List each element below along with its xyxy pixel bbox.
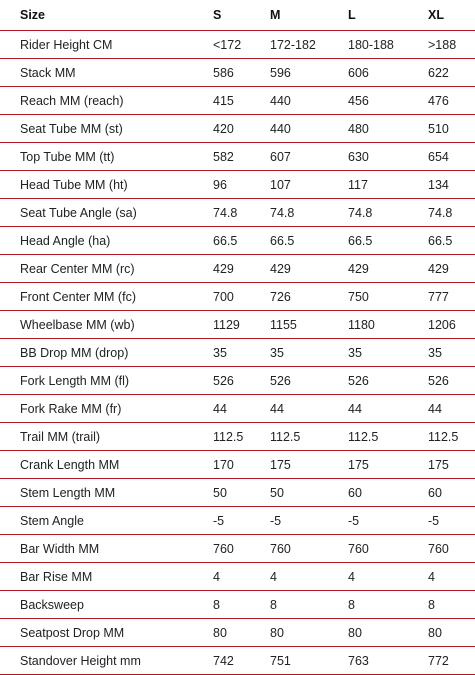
row-label: Backsweep <box>0 591 213 619</box>
table-cell: 582 <box>213 143 270 171</box>
row-label: Top Tube MM (tt) <box>0 143 213 171</box>
row-label: Stem Length MM <box>0 479 213 507</box>
header-size: Size <box>0 0 213 31</box>
table-cell: 80 <box>428 619 475 647</box>
table-row <box>0 535 475 563</box>
table-row <box>0 59 475 87</box>
table-row <box>0 339 475 367</box>
table-row <box>0 311 475 339</box>
row-label: Front Center MM (fc) <box>0 283 213 311</box>
table-row <box>0 619 475 647</box>
table-row <box>0 507 475 535</box>
table-cell: 420 <box>213 115 270 143</box>
row-label: Reach MM (reach) <box>0 87 213 115</box>
table-cell: -5 <box>213 507 270 535</box>
table-cell: 630 <box>348 143 428 171</box>
table-cell: 596 <box>270 59 348 87</box>
table-cell: 429 <box>428 255 475 283</box>
table-cell: 760 <box>348 535 428 563</box>
table-cell: 751 <box>270 647 348 675</box>
header-s: S <box>213 0 270 31</box>
table-cell: 586 <box>213 59 270 87</box>
table-cell: 526 <box>348 367 428 395</box>
table-cell: 510 <box>428 115 475 143</box>
table-row <box>0 591 475 619</box>
table-cell: 622 <box>428 59 475 87</box>
row-label: Stack MM <box>0 59 213 87</box>
table-cell: 4 <box>270 563 348 591</box>
table-cell: 107 <box>270 171 348 199</box>
table-cell: 80 <box>270 619 348 647</box>
table-row <box>0 563 475 591</box>
table-cell: 44 <box>348 395 428 423</box>
table-cell: 8 <box>428 591 475 619</box>
table-cell: 760 <box>213 535 270 563</box>
header-l: L <box>348 0 428 31</box>
row-label: Trail MM (trail) <box>0 423 213 451</box>
row-label: Head Tube MM (ht) <box>0 171 213 199</box>
table-cell: 1155 <box>270 311 348 339</box>
table-cell: 35 <box>270 339 348 367</box>
table-cell: 50 <box>270 479 348 507</box>
table-cell: 772 <box>428 647 475 675</box>
table-cell: 456 <box>348 87 428 115</box>
row-label: Stem Angle <box>0 507 213 535</box>
table-cell: 1180 <box>348 311 428 339</box>
table-cell: 74.8 <box>428 199 475 227</box>
table-row <box>0 283 475 311</box>
table-cell: 4 <box>428 563 475 591</box>
table-cell: 175 <box>428 451 475 479</box>
table-cell: 175 <box>348 451 428 479</box>
table-cell: 8 <box>213 591 270 619</box>
table-row <box>0 451 475 479</box>
table-cell: 415 <box>213 87 270 115</box>
geometry-body <box>0 31 475 675</box>
row-label: Rear Center MM (rc) <box>0 255 213 283</box>
table-cell: 35 <box>428 339 475 367</box>
table-row <box>0 227 475 255</box>
table-cell: <172 <box>213 31 270 59</box>
table-cell: 777 <box>428 283 475 311</box>
table-cell: 700 <box>213 283 270 311</box>
row-label: Crank Length MM <box>0 451 213 479</box>
row-label: Seat Tube Angle (sa) <box>0 199 213 227</box>
table-cell: 170 <box>213 451 270 479</box>
table-cell: 112.5 <box>270 423 348 451</box>
table-cell: 44 <box>213 395 270 423</box>
table-cell: 526 <box>213 367 270 395</box>
table-cell: 134 <box>428 171 475 199</box>
table-cell: 4 <box>348 563 428 591</box>
table-cell: -5 <box>348 507 428 535</box>
table-cell: -5 <box>270 507 348 535</box>
table-cell: 760 <box>270 535 348 563</box>
row-label: Standover Height mm <box>0 647 213 675</box>
table-cell: 112.5 <box>428 423 475 451</box>
table-cell: 80 <box>213 619 270 647</box>
row-label: Rider Height CM <box>0 31 213 59</box>
table-cell: 742 <box>213 647 270 675</box>
table-row <box>0 395 475 423</box>
table-cell: 476 <box>428 87 475 115</box>
table-cell: 96 <box>213 171 270 199</box>
table-cell: 429 <box>348 255 428 283</box>
table-cell: 606 <box>348 59 428 87</box>
table-cell: 526 <box>428 367 475 395</box>
table-cell: 1206 <box>428 311 475 339</box>
table-row <box>0 31 475 59</box>
row-label: Fork Length MM (fl) <box>0 367 213 395</box>
table-cell: 112.5 <box>213 423 270 451</box>
table-cell: 117 <box>348 171 428 199</box>
table-cell: 74.8 <box>213 199 270 227</box>
table-cell: 429 <box>213 255 270 283</box>
table-cell: 44 <box>428 395 475 423</box>
row-label: BB Drop MM (drop) <box>0 339 213 367</box>
table-cell: 526 <box>270 367 348 395</box>
table-row <box>0 479 475 507</box>
table-cell: 8 <box>270 591 348 619</box>
table-row <box>0 255 475 283</box>
table-row <box>0 367 475 395</box>
table-cell: 429 <box>270 255 348 283</box>
table-row <box>0 199 475 227</box>
table-cell: -5 <box>428 507 475 535</box>
row-label: Wheelbase MM (wb) <box>0 311 213 339</box>
row-label: Fork Rake MM (fr) <box>0 395 213 423</box>
table-cell: 74.8 <box>270 199 348 227</box>
table-cell: 750 <box>348 283 428 311</box>
table-cell: 60 <box>428 479 475 507</box>
table-cell: 726 <box>270 283 348 311</box>
table-cell: 60 <box>348 479 428 507</box>
table-cell: 44 <box>270 395 348 423</box>
table-cell: 180-188 <box>348 31 428 59</box>
table-cell: 172-182 <box>270 31 348 59</box>
table-cell: 607 <box>270 143 348 171</box>
row-label: Seatpost Drop MM <box>0 619 213 647</box>
table-cell: 654 <box>428 143 475 171</box>
header-m: M <box>270 0 348 31</box>
header-xl: XL <box>428 0 475 31</box>
table-cell: 763 <box>348 647 428 675</box>
row-label: Head Angle (ha) <box>0 227 213 255</box>
row-label: Bar Rise MM <box>0 563 213 591</box>
table-row <box>0 87 475 115</box>
table-cell: >188 <box>428 31 475 59</box>
table-cell: 80 <box>348 619 428 647</box>
table-cell: 175 <box>270 451 348 479</box>
row-label: Bar Width MM <box>0 535 213 563</box>
table-cell: 66.5 <box>348 227 428 255</box>
table-cell: 4 <box>213 563 270 591</box>
table-row <box>0 171 475 199</box>
table-cell: 66.5 <box>270 227 348 255</box>
header-row <box>0 0 475 31</box>
table-cell: 35 <box>213 339 270 367</box>
table-cell: 440 <box>270 87 348 115</box>
table-row <box>0 143 475 171</box>
table-row <box>0 115 475 143</box>
table-cell: 66.5 <box>213 227 270 255</box>
table-cell: 1129 <box>213 311 270 339</box>
row-label: Seat Tube MM (st) <box>0 115 213 143</box>
table-cell: 112.5 <box>348 423 428 451</box>
table-cell: 35 <box>348 339 428 367</box>
table-row <box>0 647 475 675</box>
table-row <box>0 423 475 451</box>
table-cell: 440 <box>270 115 348 143</box>
table-cell: 8 <box>348 591 428 619</box>
table-cell: 50 <box>213 479 270 507</box>
table-cell: 74.8 <box>348 199 428 227</box>
table-cell: 760 <box>428 535 475 563</box>
table-cell: 480 <box>348 115 428 143</box>
table-cell: 66.5 <box>428 227 475 255</box>
